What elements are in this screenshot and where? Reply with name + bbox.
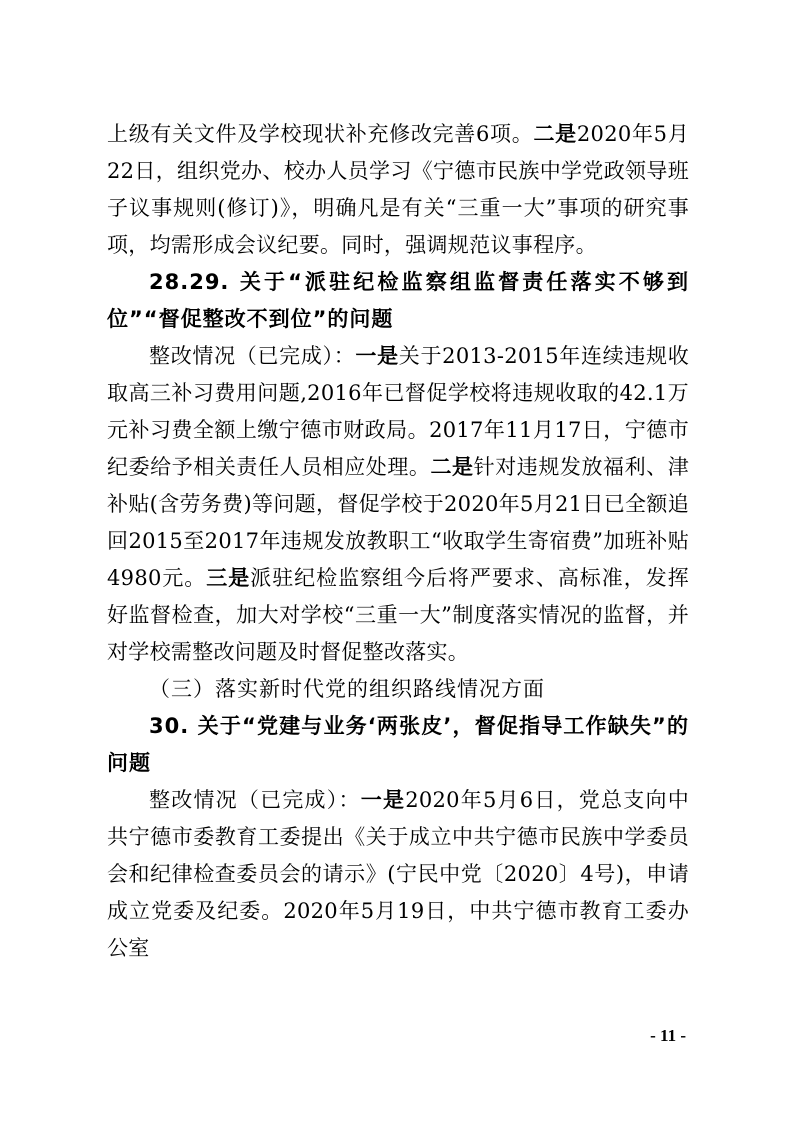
- text-segment: 针对违规发放福利、津补贴(含劳务费)等问题，督促学校于2020年5月21日已全额追回2015至2017年违规发放教职工“收取学生寄宿费”加班补贴4980元。: [107, 455, 690, 590]
- paragraph-continuation: [107, 116, 689, 264]
- bold-marker-san-shi: 三是: [206, 566, 251, 590]
- heading-text: 28.29. 关于“派驻纪检监察组监督责任落实不够到位”“督促整改不到位”的问题: [107, 270, 689, 331]
- section-text: （三）落实新时代党的组织路线情况方面: [149, 677, 545, 701]
- paragraph-rectification-28-29: [107, 338, 689, 671]
- heading-item-30: [107, 708, 689, 782]
- bold-marker-er-shi: 二是: [533, 122, 577, 146]
- bold-marker-yi-shi: 一是: [355, 344, 399, 368]
- page-number: - 11 -: [650, 1026, 686, 1045]
- text-segment: 整改情况（已完成）：: [149, 788, 361, 812]
- bold-marker-yi-shi: 一是: [360, 788, 406, 812]
- text-segment: 派驻纪检监察组今后将严要求、高标准，发挥好监督检查，加大对学校“三重一大”制度落实情况的监督，并对学校需整改问题及时督促整改落实。: [107, 566, 689, 664]
- text-segment: 关于2013-2015年连续违规收取高三补习费用问题,2016年已督促学校将违规收取的42.1万元补习费全额上缴宁德市财政局。2017年11月17日，宁德市纪委给予相关责任人员相应处理。: [107, 344, 689, 479]
- page-body: [107, 116, 689, 967]
- text-segment: 2020年5月6日，党总支向中共宁德市委教育工委提出《关于成立中共宁德市民族中学委员会和纪律检查委员会的请示》(宁民中党〔2020〕4号)，申请成立党委及纪委。2020年5月19日，中共宁德市教育工委办公室: [107, 788, 689, 960]
- paragraph-rectification-30: [107, 782, 689, 967]
- section-heading-3: [107, 671, 689, 708]
- bold-marker-er-shi: 二是: [430, 455, 474, 479]
- text-segment: 2020年5月22日，组织党办、校办人员学习《宁德市民族中学党政领导班子议事规则(修订)》，明确凡是有关“三重一大”事项的研究事项，均需形成会议纪要。同时，强调规范议事程序。: [107, 122, 690, 257]
- text-segment: 上级有关文件及学校现状补充修改完善6项。: [107, 122, 534, 146]
- heading-text: 30. 关于“党建与业务‘两张皮’，督促指导工作缺失”的问题: [107, 714, 689, 775]
- heading-item-28-29: [107, 264, 689, 338]
- text-segment: 整改情况（已完成）：: [149, 344, 356, 368]
